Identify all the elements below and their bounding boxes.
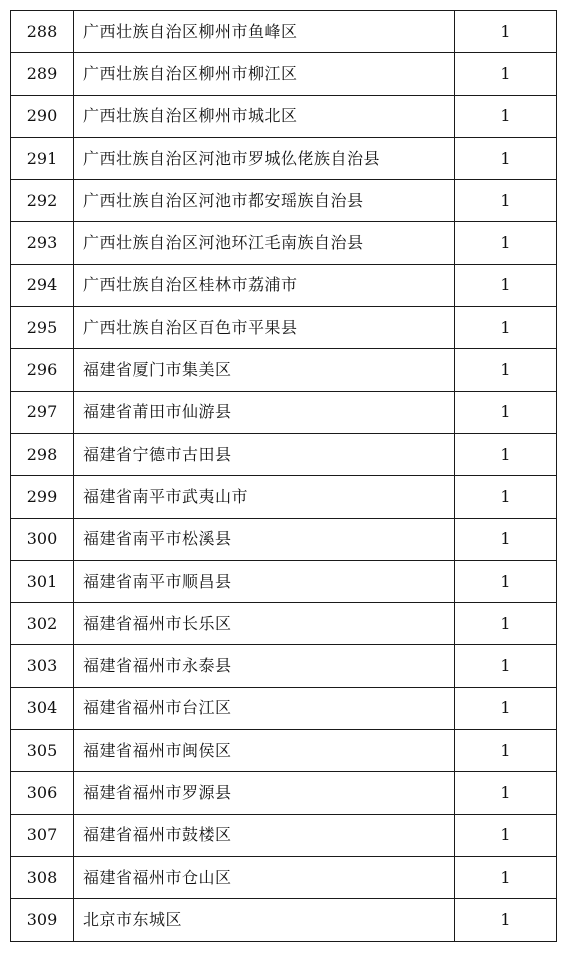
table-row [11,307,557,349]
count-cell: 1 [455,349,557,391]
count-cell: 1 [455,433,557,475]
region-name-cell: 福建省莆田市仙游县 [74,391,455,433]
table-row [11,433,557,475]
table-row [11,180,557,222]
count-cell: 1 [455,772,557,814]
region-name-cell: 广西壮族自治区柳州市鱼峰区 [74,11,455,53]
table-row [11,391,557,433]
row-number-cell: 307 [11,814,74,856]
table-row [11,730,557,772]
count-cell: 1 [455,814,557,856]
table-row [11,349,557,391]
region-name-cell: 福建省厦门市集美区 [74,349,455,391]
region-name-cell: 福建省福州市罗源县 [74,772,455,814]
region-name-cell: 福建省宁德市古田县 [74,433,455,475]
count-cell: 1 [455,11,557,53]
row-number-cell: 302 [11,603,74,645]
row-number-cell: 295 [11,307,74,349]
region-name-cell: 福建省福州市永泰县 [74,645,455,687]
table-row [11,772,557,814]
row-number-cell: 303 [11,645,74,687]
count-cell: 1 [455,180,557,222]
table-row [11,856,557,898]
count-cell: 1 [455,222,557,264]
row-number-cell: 297 [11,391,74,433]
region-name-cell: 广西壮族自治区河池环江毛南族自治县 [74,222,455,264]
count-cell: 1 [455,730,557,772]
count-cell: 1 [455,53,557,95]
region-name-cell: 广西壮族自治区桂林市荔浦市 [74,264,455,306]
table-row [11,899,557,941]
count-cell: 1 [455,645,557,687]
table-row [11,687,557,729]
table-body [11,11,557,942]
count-cell: 1 [455,687,557,729]
table-row [11,222,557,264]
region-count-table-container [10,10,556,942]
region-name-cell: 福建省南平市顺昌县 [74,560,455,602]
region-name-cell: 广西壮族自治区柳州市柳江区 [74,53,455,95]
region-name-cell: 福建省南平市武夷山市 [74,476,455,518]
table-row [11,264,557,306]
row-number-cell: 306 [11,772,74,814]
row-number-cell: 298 [11,433,74,475]
count-cell: 1 [455,264,557,306]
count-cell: 1 [455,560,557,602]
row-number-cell: 296 [11,349,74,391]
count-cell: 1 [455,603,557,645]
region-name-cell: 广西壮族自治区柳州市城北区 [74,95,455,137]
count-cell: 1 [455,476,557,518]
table-row [11,11,557,53]
row-number-cell: 304 [11,687,74,729]
region-name-cell: 福建省福州市长乐区 [74,603,455,645]
row-number-cell: 308 [11,856,74,898]
region-name-cell: 北京市东城区 [74,899,455,941]
row-number-cell: 289 [11,53,74,95]
region-count-table [10,10,557,942]
row-number-cell: 300 [11,518,74,560]
count-cell: 1 [455,518,557,560]
region-name-cell: 福建省南平市松溪县 [74,518,455,560]
row-number-cell: 299 [11,476,74,518]
region-name-cell: 福建省福州市闽侯区 [74,730,455,772]
region-name-cell: 福建省福州市仓山区 [74,856,455,898]
table-row [11,95,557,137]
row-number-cell: 292 [11,180,74,222]
row-number-cell: 294 [11,264,74,306]
table-row [11,53,557,95]
row-number-cell: 291 [11,137,74,179]
row-number-cell: 301 [11,560,74,602]
region-name-cell: 广西壮族自治区河池市罗城仫佬族自治县 [74,137,455,179]
region-name-cell: 福建省福州市鼓楼区 [74,814,455,856]
row-number-cell: 293 [11,222,74,264]
row-number-cell: 288 [11,11,74,53]
region-name-cell: 广西壮族自治区河池市都安瑶族自治县 [74,180,455,222]
table-row [11,476,557,518]
count-cell: 1 [455,95,557,137]
row-number-cell: 290 [11,95,74,137]
count-cell: 1 [455,307,557,349]
table-row [11,603,557,645]
count-cell: 1 [455,899,557,941]
count-cell: 1 [455,391,557,433]
region-name-cell: 广西壮族自治区百色市平果县 [74,307,455,349]
table-row [11,645,557,687]
row-number-cell: 309 [11,899,74,941]
table-row [11,137,557,179]
table-row [11,814,557,856]
count-cell: 1 [455,856,557,898]
table-row [11,518,557,560]
count-cell: 1 [455,137,557,179]
region-name-cell: 福建省福州市台江区 [74,687,455,729]
row-number-cell: 305 [11,730,74,772]
table-row [11,560,557,602]
